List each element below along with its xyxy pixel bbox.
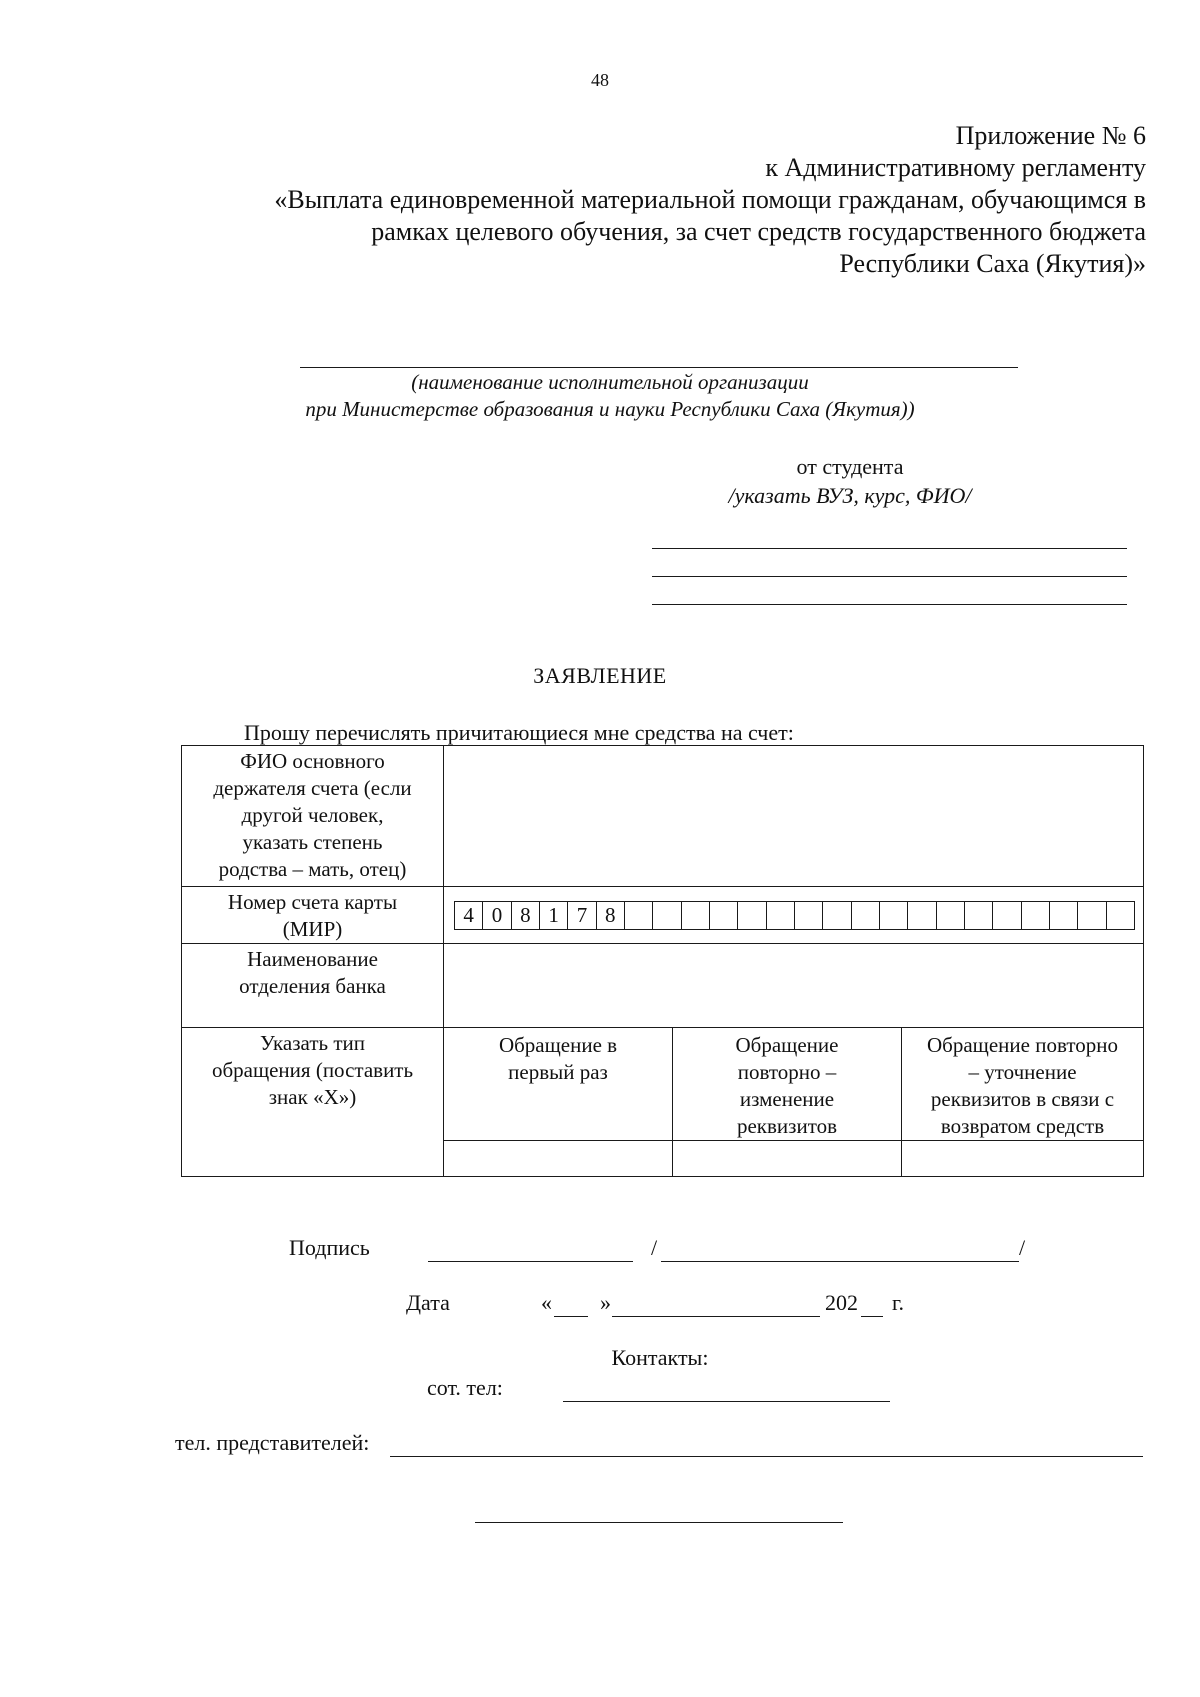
card-digit-box[interactable] [710,901,738,930]
page-number: 48 [591,70,609,90]
document-title: ЗАЯВЛЕНИЕ [533,663,667,688]
card-digit-box[interactable] [1050,901,1078,930]
student-info-line-3[interactable] [652,604,1127,605]
type-first-time-line: Обращение в [498,1033,618,1057]
type-repeat-return-line: реквизитов в связи с [930,1087,1115,1111]
date-day-line[interactable] [554,1316,588,1317]
holder-row [182,746,1144,887]
holder-value-field[interactable] [444,746,1144,887]
date-quote-close: » [600,1290,611,1315]
organization-caption-line: (наименование исполнительной организации [411,370,809,394]
card-digit-box[interactable] [852,901,880,930]
from-hint: /указать ВУЗ, курс, ФИО/ [728,483,972,508]
holder-label-line: ФИО основного [240,749,385,773]
date-year-suffix: г. [892,1290,905,1315]
date-quote-open: « [541,1290,552,1315]
card-digit-box[interactable] [1022,901,1050,930]
organization-caption-line: при Министерстве образования и науки Республики Саха (Якутия)) [305,397,915,421]
card-digit-box[interactable] [795,901,823,930]
appendix-line: рамках целевого обучения, за счет средств государственного бюджета [371,217,1146,246]
card-label-cell [182,887,444,944]
card-number-field[interactable] [454,901,1135,930]
type-repeat-return-line: Обращение повторно [927,1033,1118,1057]
appendix-line: Приложение № 6 [955,121,1146,150]
type-repeat-change-line: Обращение [735,1033,839,1057]
holder-label-cell [182,746,444,887]
type-repeat-return [902,1028,1144,1141]
holder-label-line: другой человек, [241,803,384,827]
type-header-row [182,1028,1144,1141]
card-digit-box[interactable]: 4 [455,901,483,930]
signature-slash-open: / [651,1235,658,1260]
bank-label-line: Наименование [247,947,378,971]
from-label: от студента [796,454,904,479]
phone-label: сот. тел: [427,1375,503,1400]
appendix-line: Республики Саха (Якутия)» [839,249,1146,278]
signature-name-line[interactable] [661,1261,1019,1262]
date-year-prefix: 202 [825,1290,858,1315]
card-digit-box[interactable] [908,901,936,930]
card-digit-box[interactable]: 7 [568,901,596,930]
student-info-line-1[interactable] [652,548,1127,549]
contacts-title: Контакты: [611,1345,709,1370]
card-digit-box[interactable] [937,901,965,930]
type-repeat-return-mark[interactable] [902,1141,1144,1177]
card-digit-box[interactable] [653,901,681,930]
card-digit-box[interactable] [682,901,710,930]
card-digit-box[interactable]: 8 [512,901,540,930]
type-label-line: Указать тип [260,1031,365,1055]
type-repeat-change-line: изменение [739,1087,835,1111]
card-label-line: (МИР) [282,917,343,941]
student-info-line-2[interactable] [652,576,1127,577]
appendix-line: к Административному регламенту [765,153,1146,182]
signature-label: Подпись [289,1235,370,1260]
type-label-cell [182,1028,444,1177]
from-block [640,452,1060,510]
card-digit-box[interactable] [823,901,851,930]
type-label-line: знак «Х») [268,1085,357,1109]
bank-value-field[interactable] [444,944,1144,1028]
card-digit-box[interactable] [993,901,1021,930]
type-repeat-change-line: повторно – [737,1060,837,1084]
card-digit-box[interactable] [965,901,993,930]
type-label-line: обращения (поставить [211,1058,414,1082]
card-digit-box[interactable] [767,901,795,930]
organization-caption [230,369,990,423]
date-month-line[interactable] [612,1316,820,1317]
type-first-time [444,1028,673,1141]
type-repeat-change [673,1028,902,1141]
representatives-phone-label: тел. представителей: [175,1430,370,1455]
date-year-line[interactable] [861,1316,883,1317]
card-digit-box[interactable]: 0 [483,901,511,930]
type-first-time-mark[interactable] [444,1141,673,1177]
type-repeat-change-line: реквизитов [736,1114,838,1138]
signature-slash-close: / [1019,1235,1026,1260]
closing-line [475,1522,843,1523]
bank-label-cell [182,944,444,1028]
type-first-time-line: первый раз [508,1060,608,1084]
type-repeat-return-line: возвратом средств [940,1114,1105,1138]
representatives-phone-line[interactable] [390,1456,1143,1457]
card-digit-box[interactable] [1078,901,1106,930]
signature-line[interactable] [428,1261,633,1262]
holder-label-line: держателя счета (если [213,776,412,800]
card-digit-box[interactable] [738,901,766,930]
appendix-line: «Выплата единовременной материальной помощи гражданам, обучающимся в [274,185,1146,214]
card-number-cell [444,887,1144,944]
holder-label-line: родства – мать, отец) [218,857,407,881]
card-digit-box[interactable] [625,901,653,930]
requisites-table [181,745,1144,1177]
bank-label-line: отделения банка [239,974,386,998]
intro-text: Прошу перечислять причитающиеся мне средства на счет: [244,720,794,745]
card-label-line: Номер счета карты [227,890,398,914]
organization-name-line[interactable] [300,367,1018,368]
card-digit-box[interactable] [880,901,908,930]
date-label: Дата [406,1290,450,1315]
phone-line[interactable] [563,1401,890,1402]
type-repeat-change-mark[interactable] [673,1141,902,1177]
card-digit-box[interactable]: 8 [597,901,625,930]
holder-label-line: указать степень [242,830,383,854]
appendix-header [146,120,1146,280]
type-repeat-return-line: – уточнение [968,1060,1077,1084]
card-digit-box[interactable] [1107,901,1135,930]
card-row [182,887,1144,944]
card-digit-box[interactable]: 1 [540,901,568,930]
bank-row [182,944,1144,1028]
